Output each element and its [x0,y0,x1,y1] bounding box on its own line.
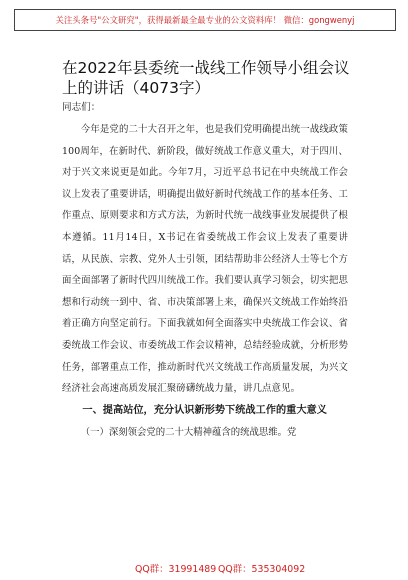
document-body [62,119,348,443]
qq-group-2: QQ群：535304092 [218,564,306,575]
body-paragraph: （一）深刻领会党的二十大精神蕴含的统战思维。党 [80,426,297,438]
header-banner: 关注头条号"公文研究"，获得最新最全最专业的公文资料库！ 微信：gongwenyj [14,9,396,31]
qq-group-1: QQ群：31991489 [135,564,217,575]
section-heading: 一、提高站位，充分认识新形势下统战工作的重大意义 [82,404,327,416]
document-title: 在2022年县委统一战线工作领导小组会议上的讲话（4073字） [62,59,350,97]
body-paragraph: 今年是党的二十大召开之年，也是我们党明确提出统一战线政策100周年，在新时代、新阶段，做好统战工作意义重大，对于四川、对于兴文来说更是如此。今年7月，习近平总书记在中央统战工作会议上发表了重要讲话，明确提出做好新时代统战工作的基本任务、工作重点、原则要求和方式方法，为新时代统一战线事业发展提供了根本遵循。11月14日，X书记在省委统战工作会议上发表了重要讲话，从民族、宗教、党外人士引领，团结帮助非公经济人士等七个方面全面部署了新时代四川统战工作。我们要认真学习领会，切实把思想和行动统一到中、省、市决策部署上来，确保兴文统战工作始终沿着正确方向坚定前行。下面我就如何全面落实中央统战工作会议、省委统战工作会议、市委统战工作会议精神，总结经验成就，分析形势任务，部署重点工作，推动新时代兴文统战工作高质量发展，为兴文经济社会高速高质发展汇聚磅礴统战力量，讲几点意见。 [62,124,348,395]
salutation: 同志们： [62,102,101,113]
